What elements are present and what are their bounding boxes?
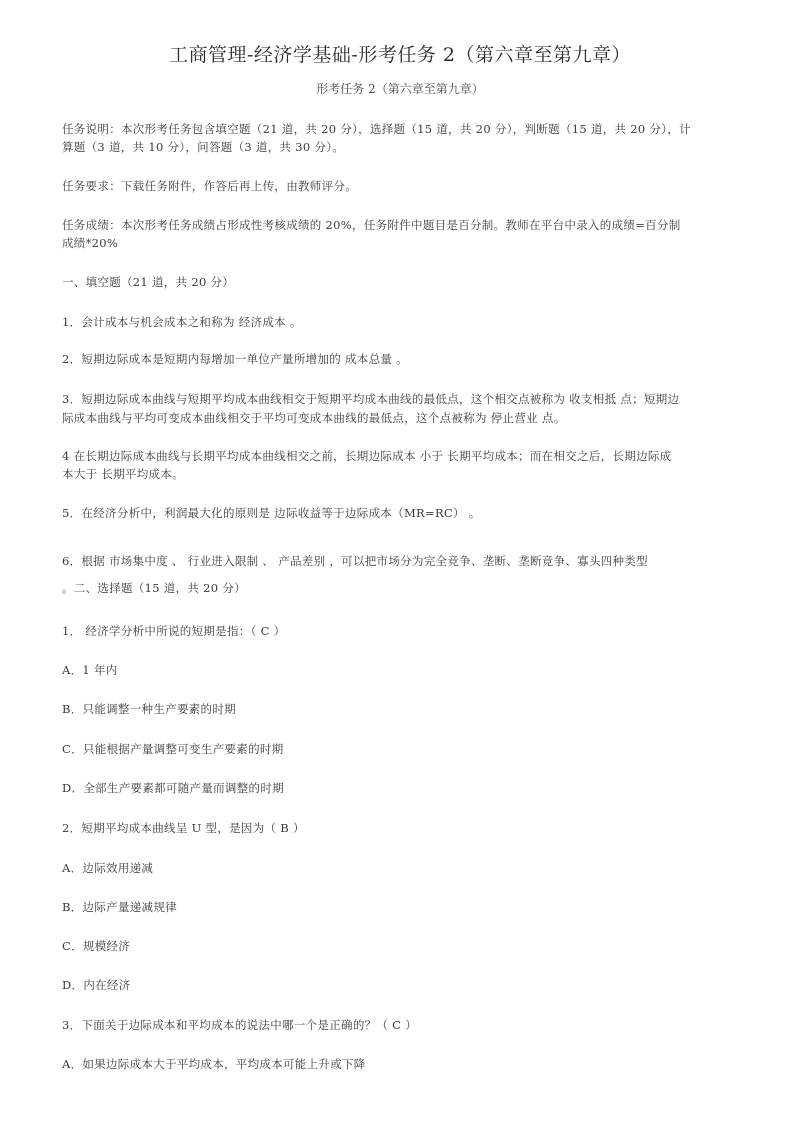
fill-question-4-line2: 本大于 长期平均成本。: [62, 467, 184, 481]
fill-question-5: 5．在经济分析中，利润最大化的原则是 边际收益等于边际成本（MR=RC） 。: [62, 506, 481, 520]
fill-question-4-line1: 4 在长期边际成本曲线与长期平均成本曲线相交之前，长期边际成本 小于 长期平均成本；而在相交之后，长期边际成: [62, 449, 672, 463]
choice-question-1-option-d: D．全部生产要素都可随产量而调整的时期: [62, 781, 284, 795]
choice-question-2-option-d: D．内在经济: [62, 978, 131, 992]
fill-question-3-line2: 际成本曲线与平均可变成本曲线相交于平均可变成本曲线的最低点，这个点被称为 停止营业 点。: [62, 411, 566, 425]
fill-question-2: 2．短期边际成本是短期内每增加一单位产量所增加的 成本总量 。: [62, 352, 408, 366]
section-fill-blank-heading: 一、填空题（21 道，共 20 分）: [62, 275, 235, 289]
choice-question-2-option-b: B．边际产量递减规律: [62, 900, 177, 914]
fill-question-1: 1．会计成本与机会成本之和称为 经济成本 。: [62, 315, 302, 329]
section-choice-heading: 。二、选择题（15 道，共 20 分）: [62, 581, 246, 595]
document-subtitle: 形考任务 2（第六章至第九章）: [316, 82, 484, 96]
choice-question-3: 3．下面关于边际成本和平均成本的说法中哪一个是正确的？（ C ）: [62, 1018, 418, 1032]
choice-question-3-option-a: A．如果边际成本大于平均成本，平均成本可能上升或下降: [62, 1057, 366, 1071]
task-description-line2: 算题（3 道，共 10 分），问答题（3 道，共 30 分）。: [62, 140, 345, 154]
document-title: 工商管理-经济学基础-形考任务 2（第六章至第九章）: [169, 44, 631, 66]
choice-question-2: 2．短期平均成本曲线呈 U 型，是因为（ B ）: [62, 821, 305, 835]
task-grade-line2: 成绩*20%: [62, 236, 119, 250]
choice-question-1-option-c: C．只能根据产量调整可变生产要素的时期: [62, 742, 284, 756]
choice-question-1: 1． 经济学分析中所说的短期是指：（ C ）: [62, 624, 286, 638]
choice-question-1-option-b: B．只能调整一种生产要素的时期: [62, 702, 236, 716]
task-requirement: 任务要求：下载任务附件，作答后再上传，由教师评分。: [62, 179, 357, 193]
task-grade-line1: 任务成绩：本次形考任务成绩占形成性考核成绩的 20%，任务附件中题目是百分制。教师在平台中录入的成绩=百分制: [62, 218, 681, 232]
choice-question-2-option-a: A．边际效用递减: [62, 861, 154, 875]
task-description-line1: 任务说明：本次形考任务包含填空题（21 道，共 20 分），选择题（15 道，共 20 分），判断题（15 道，共 20 分），计: [62, 122, 691, 136]
fill-question-3-line1: 3．短期边际成本曲线与短期平均成本曲线相交于短期平均成本曲线的最低点，这个相交点被称为 收支相抵 点；短期边: [62, 392, 680, 406]
fill-question-6: 6．根据 市场集中度 、 行业进入限制 、 产品差别 ，可以把市场分为完全竞争、垄断、垄断竞争、寡头四种类型: [62, 554, 648, 568]
choice-question-1-option-a: A．1 年内: [62, 663, 118, 677]
choice-question-2-option-c: C．规模经济: [62, 939, 131, 953]
